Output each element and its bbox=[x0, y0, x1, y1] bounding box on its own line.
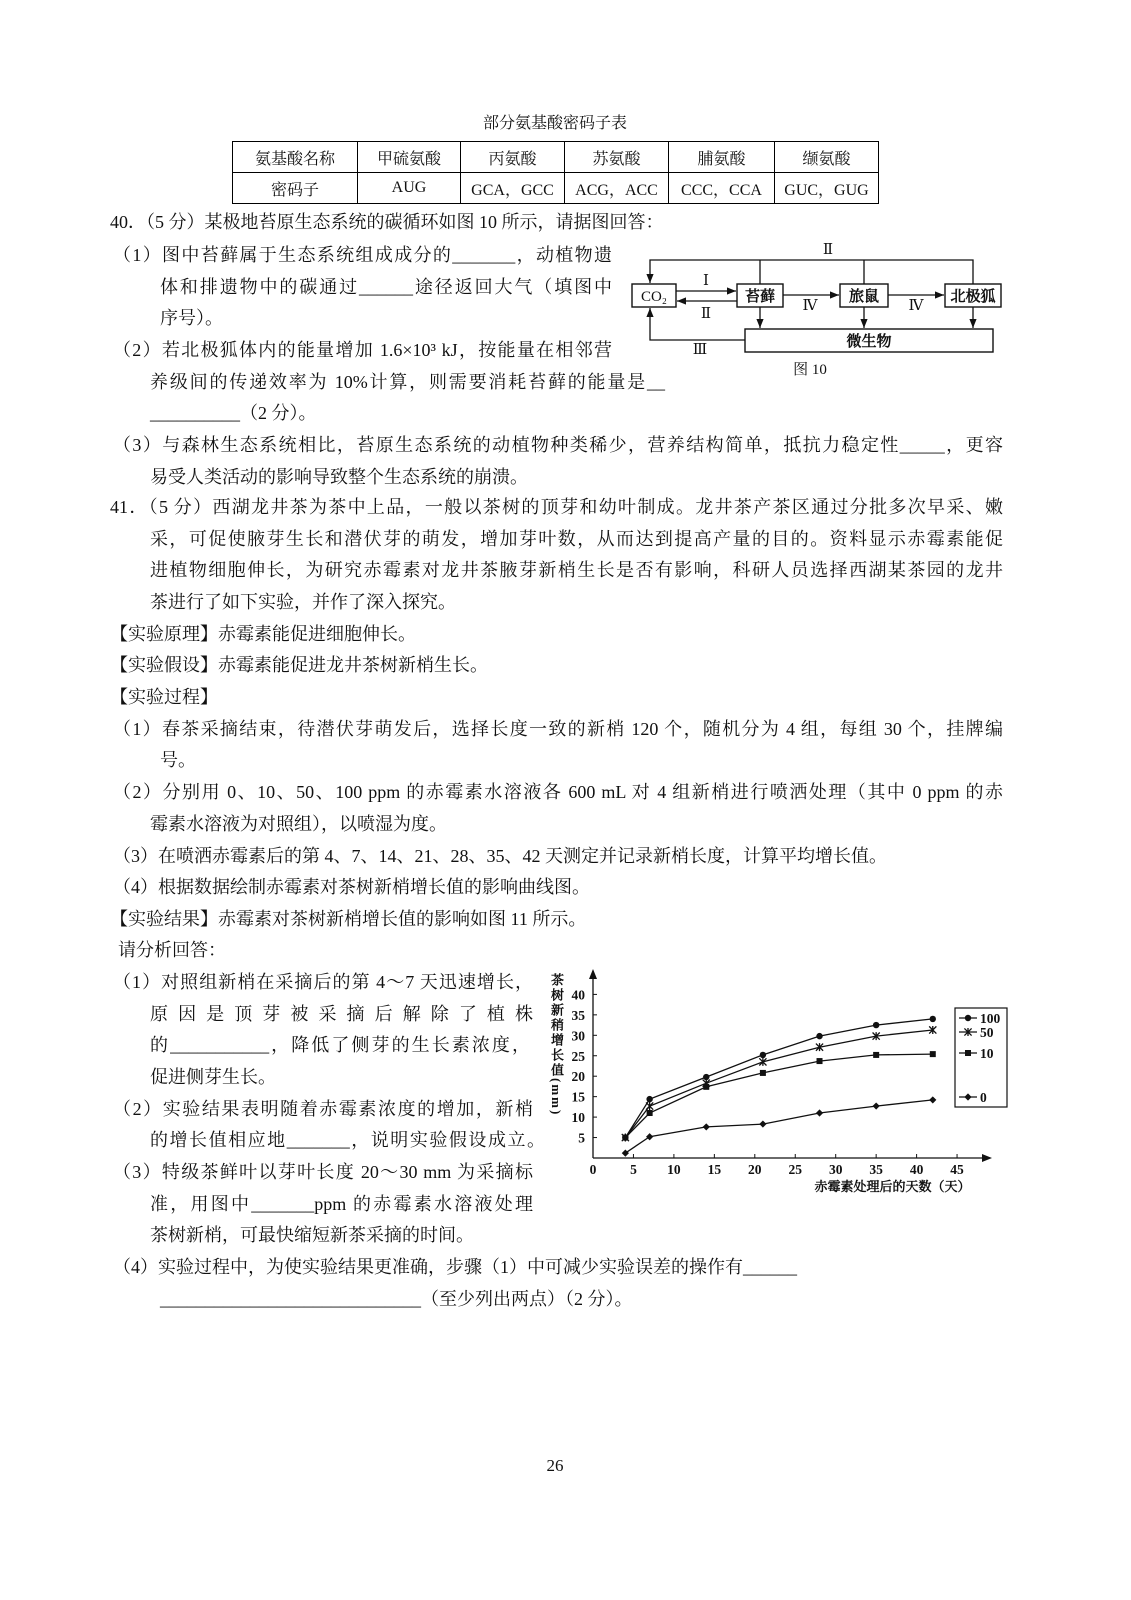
table-cell: 密码子 bbox=[233, 173, 358, 204]
respiration-arrow bbox=[650, 260, 973, 284]
table-cell: 苏氨酸 bbox=[565, 142, 669, 173]
table-cell: GUC，GUG bbox=[775, 173, 879, 204]
data-point-0-day-14 bbox=[703, 1123, 710, 1130]
lemming-label: 旅鼠 bbox=[848, 289, 880, 305]
table-header-row bbox=[233, 142, 879, 173]
data-point-0-day-4 bbox=[622, 1149, 629, 1156]
figure-10-caption: 图 10 bbox=[793, 362, 827, 378]
q40-part2-line: 养级间的传递效率为 10%计算，则需要消耗苔藓的能量是__ bbox=[150, 372, 665, 392]
codon-table bbox=[232, 141, 879, 204]
y-tick-label: 10 bbox=[571, 1110, 585, 1126]
answer2-line: （2）实验结果表明随着赤霉素浓度的增加，新梢 bbox=[113, 1099, 533, 1119]
table-cell: ACG，ACC bbox=[565, 173, 669, 204]
q40-part3-line: （3）与森林生态系统相比，苔原生态系统的动植物种类稀少，营养结构简单，抵抗力稳定性_____，更容 bbox=[113, 435, 1003, 455]
y-axis-arrow bbox=[589, 969, 597, 979]
analysis-prompt: 请分析回答： bbox=[118, 940, 226, 960]
x-tick-label: 30 bbox=[828, 1162, 843, 1177]
table-cell: GCA，GCC bbox=[461, 173, 565, 204]
q40-part3-line: 易受人类活动的影响导致整个生态系统的崩溃。 bbox=[150, 467, 528, 487]
moss-label: 苔藓 bbox=[744, 289, 776, 305]
gibberellin-growth-chart bbox=[540, 960, 1015, 1195]
y-tick-label: 35 bbox=[571, 1007, 585, 1023]
fox-label: 北极狐 bbox=[950, 289, 996, 305]
data-point-0-day-28 bbox=[816, 1109, 823, 1116]
data-point-0-day-21 bbox=[759, 1120, 766, 1127]
legend-marker-100 bbox=[965, 1015, 971, 1021]
q41-stem-line: 采，可促使腋芽生长和潜伏芽的萌发，增加芽叶数，从而达到提高产量的目的。资料显示赤霉素能促 bbox=[150, 529, 1003, 549]
y-tick-label: 5 bbox=[578, 1130, 585, 1146]
answer1-line: 的___________，降低了侧芽的生长素浓度， bbox=[150, 1035, 530, 1055]
data-point-0-day-35 bbox=[873, 1102, 880, 1109]
data-point-100-day-35 bbox=[873, 1022, 879, 1028]
table-row bbox=[233, 173, 879, 204]
x-tick-label: 40 bbox=[909, 1162, 924, 1177]
data-point-100-day-7 bbox=[646, 1096, 652, 1102]
legend-marker-10 bbox=[965, 1050, 971, 1056]
series-line-100 bbox=[625, 1019, 932, 1138]
q40-part1-line: 序号）。 bbox=[160, 308, 223, 328]
y-tick-label: 20 bbox=[571, 1069, 585, 1085]
legend-label-50: 50 bbox=[980, 1025, 994, 1040]
q40-part1-line: （1）图中苔藓属于生态系统组成成分的_______，动植物遗 bbox=[113, 245, 612, 265]
answer3-line: 准，用图中_______ppm 的赤霉素水溶液处理 bbox=[150, 1194, 533, 1214]
arrow-label-iii: Ⅲ bbox=[692, 342, 708, 358]
table-cell: 缬氨酸 bbox=[775, 142, 879, 173]
answer1-line: 促进侧芽生长。 bbox=[150, 1067, 276, 1087]
x-tick-label: 0 bbox=[589, 1162, 597, 1177]
process-step1-line: 号。 bbox=[160, 750, 196, 770]
chart-x-axis-label: 赤霉素处理后的天数（天） bbox=[814, 1179, 971, 1194]
table-cell: 丙氨酸 bbox=[461, 142, 565, 173]
q40-stem: 40．（5 分）某极地苔原生态系统的碳循环如图 10 所示，请据图回答： bbox=[110, 212, 664, 232]
y-tick-label: 30 bbox=[571, 1028, 585, 1044]
carbon-cycle-diagram bbox=[620, 235, 1005, 365]
page-number: 26 bbox=[546, 1456, 564, 1475]
legend-label-100: 100 bbox=[980, 1011, 1001, 1026]
table-cell: 氨基酸名称 bbox=[233, 142, 358, 173]
experiment-hypothesis: 【实验假设】赤霉素能促进龙井茶树新梢生长。 bbox=[110, 655, 488, 675]
series-line-10 bbox=[625, 1054, 932, 1138]
y-tick-label: 40 bbox=[571, 987, 585, 1003]
data-point-100-day-28 bbox=[816, 1033, 822, 1039]
arrow-label-ii: Ⅱ bbox=[700, 306, 712, 322]
x-tick-label: 45 bbox=[950, 1162, 964, 1177]
process-step4: （4）根据数据绘制赤霉素对茶树新梢增长值的影响曲线图。 bbox=[113, 877, 590, 897]
answer1-line: 原 因 是 顶 芽 被 采 摘 后 解 除 了 植 株 bbox=[150, 1004, 533, 1024]
x-tick-label: 35 bbox=[869, 1162, 883, 1177]
data-point-50-day-7 bbox=[646, 1102, 653, 1110]
data-point-10-day-42 bbox=[930, 1051, 936, 1057]
data-point-100-day-42 bbox=[930, 1016, 936, 1022]
data-point-10-day-7 bbox=[647, 1110, 653, 1116]
arrow-label-iv: Ⅳ bbox=[802, 298, 818, 314]
y-tick-label: 25 bbox=[571, 1048, 585, 1064]
q40-part1-line: 体和排遗物中的碳通过______途径返回大气（填图中 bbox=[160, 277, 612, 297]
answer3-line: （3）特级茶鲜叶以芽叶长度 20～30 mm 为采摘标 bbox=[113, 1162, 533, 1182]
q40-part2-line: （2）若北极狐体内的能量增加 1.6×10³ kJ，按能量在相邻营 bbox=[113, 340, 612, 360]
y-tick-label: 15 bbox=[571, 1089, 585, 1105]
process-step1-line: （1）春茶采摘结束，待潜伏芽萌发后，选择长度一致的新梢 120 个，随机分为 4 组，每组 30 个，挂牌编 bbox=[113, 719, 1003, 739]
q41-stem-line: 进植物细胞伸长，为研究赤霉素对龙井茶腋芽新梢生长是否有影响，科研人员选择西湖某茶园的龙井 bbox=[150, 560, 1003, 580]
arrow-label-ii-top: Ⅱ bbox=[822, 242, 834, 258]
codon-table-title: 部分氨基酸密码子表 bbox=[482, 115, 627, 132]
data-point-10-day-28 bbox=[817, 1058, 823, 1064]
x-tick-label: 25 bbox=[788, 1162, 802, 1177]
answer1-line: （1）对照组新梢在采摘后的第 4～7 天迅速增长， bbox=[113, 972, 533, 992]
process-step2-line: 霉素水溶液为对照组），以喷湿为度。 bbox=[150, 814, 447, 834]
answer3-line: 茶树新梢，可最快缩短新茶采摘的时间。 bbox=[150, 1225, 474, 1245]
series-line-0 bbox=[625, 1100, 932, 1153]
answer4-line: （4）实验过程中，为使实验结果更准确，步骤（1）中可减少实验误差的操作有______ bbox=[113, 1257, 797, 1277]
co2-label: CO₂ bbox=[640, 289, 668, 305]
experiment-principle: 【实验原理】赤霉素能促进细胞伸长。 bbox=[110, 624, 416, 644]
experiment-result: 【实验结果】赤霉素对茶树新梢增长值的影响如图 11 所示。 bbox=[110, 909, 587, 929]
answer2-line: 的增长值相应地_______，说明实验假设成立。 bbox=[150, 1130, 545, 1150]
data-point-0-day-42 bbox=[929, 1096, 936, 1103]
q41-stem-line: 茶进行了如下实验，并作了深入探究。 bbox=[150, 592, 456, 612]
x-tick-label: 20 bbox=[748, 1162, 762, 1177]
answer4-line: _____________________________（至少列出两点）（2 分）。 bbox=[160, 1289, 633, 1309]
data-point-10-day-21 bbox=[760, 1070, 766, 1076]
table-cell: AUG bbox=[358, 173, 461, 204]
x-tick-label: 5 bbox=[630, 1162, 637, 1177]
table-cell: CCC，CCA bbox=[669, 173, 775, 204]
legend-label-0: 0 bbox=[980, 1090, 987, 1105]
data-point-10-day-35 bbox=[873, 1052, 879, 1058]
process-step3: （3）在喷洒赤霉素后的第 4、7、14、21、28、35、42 天测定并记录新梢长度，计算平均增长值。 bbox=[113, 846, 887, 866]
microbe-label: 微生物 bbox=[846, 334, 892, 350]
data-point-0-day-7 bbox=[646, 1133, 653, 1140]
x-tick-label: 15 bbox=[707, 1162, 722, 1177]
arrow-label-iv: Ⅳ bbox=[908, 298, 924, 314]
experiment-process-heading: 【实验过程】 bbox=[110, 687, 218, 707]
legend-label-10: 10 bbox=[980, 1046, 994, 1061]
data-point-100-day-21 bbox=[760, 1052, 766, 1058]
x-tick-label: 10 bbox=[667, 1162, 681, 1177]
arrow-label-i: Ⅰ bbox=[703, 273, 709, 289]
decomposition-arrow bbox=[650, 308, 745, 340]
process-step2-line: （2）分别用 0、10、50、100 ppm 的赤霉素水溶液各 600 mL 对 4 组新梢进行喷洒处理（其中 0 ppm 的赤 bbox=[113, 782, 1003, 802]
q40-part2-line: __________（2 分）。 bbox=[150, 403, 317, 423]
table-cell: 甲硫氨酸 bbox=[358, 142, 461, 173]
x-axis-arrow bbox=[982, 1154, 992, 1162]
q41-stem-line: 41．（5 分）西湖龙井茶为茶中上品，一般以茶树的顶芽和幼叶制成。龙井茶产茶区通过分批多次早采、嫩 bbox=[110, 497, 1003, 517]
data-point-10-day-4 bbox=[622, 1135, 628, 1141]
data-point-10-day-14 bbox=[703, 1084, 709, 1090]
chart-y-axis-label: 茶树新稍增长值(mm) bbox=[549, 973, 564, 1117]
table-cell: 脯氨酸 bbox=[669, 142, 775, 173]
